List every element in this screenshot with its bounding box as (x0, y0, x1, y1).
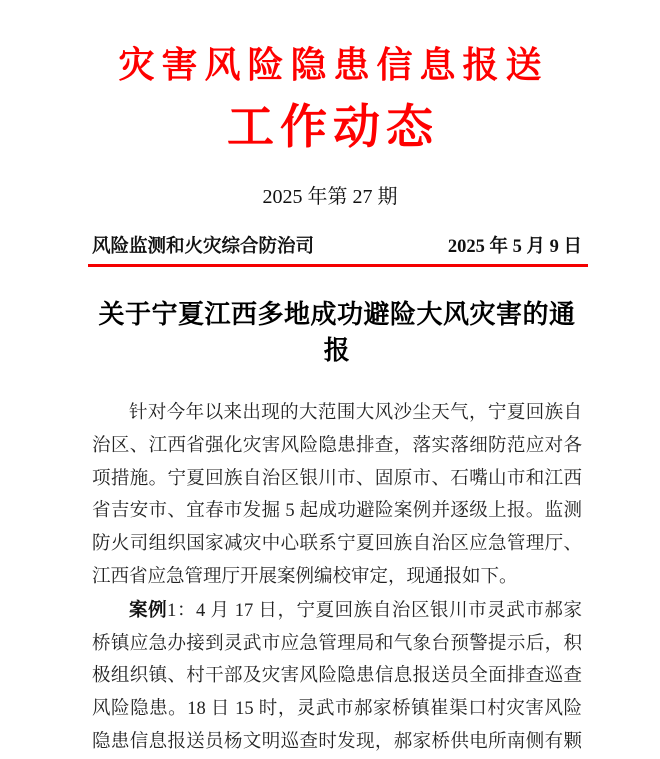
issue-number: 2025 年第 27 期 (262, 186, 398, 208)
masthead (0, 0, 660, 210)
case-label: 案例 (129, 598, 168, 620)
body-line: 防火司组织国家减灾中心联系宁夏回族自治区应急管理厅、 (92, 534, 582, 555)
masthead-title: 灾害风险隐患信息报送 (118, 45, 549, 85)
article (92, 297, 582, 759)
body-line: 治区、江西省强化灾害风险隐患排查，落实落细防范应对各 (92, 435, 582, 456)
article-title: 关于宁夏江西多地成功避险大风灾害的通报 (98, 300, 576, 365)
meta-row (92, 235, 582, 260)
issue-date: 2025 年 5 月 9 日 (447, 237, 582, 257)
masthead-subtitle: 工作动态 (227, 102, 439, 154)
body-line: 极组织镇、村干部及灾害风险隐患信息报送员全面排查巡查 (92, 666, 582, 687)
body-line: 隐患信息报送员杨文明巡查时发现，郝家桥供电所南侧有颗 (92, 731, 582, 752)
red-divider-rule (88, 264, 588, 267)
body-line-case-1 (92, 594, 582, 628)
body-line: 项措施。宁夏回族自治区银川市、固原市、石嘴山市和江西 (92, 468, 582, 489)
document-content (92, 235, 582, 759)
body-line: 风险隐患。18 日 15 时，灵武市郝家桥镇崔渠口村灾害风险 (92, 699, 582, 720)
issuing-department: 风险监测和火灾综合防治司 (92, 237, 315, 257)
body-line: 桥镇应急办接到灵武市应急管理局和气象台预警提示后，积 (92, 633, 582, 654)
article-body (92, 397, 582, 759)
case-text: 1：4 月 17 日，宁夏回族自治区银川市灵武市郝家 (167, 600, 582, 621)
body-line: 省吉安市、宜春市发掘 5 起成功避险案例并逐级上报。监测 (92, 501, 582, 522)
body-line: 针对今年以来出现的大范围大风沙尘天气，宁夏回族自 (129, 403, 582, 423)
body-line: 江西省应急管理厅开展案例编校审定，现通报如下。 (92, 566, 518, 587)
